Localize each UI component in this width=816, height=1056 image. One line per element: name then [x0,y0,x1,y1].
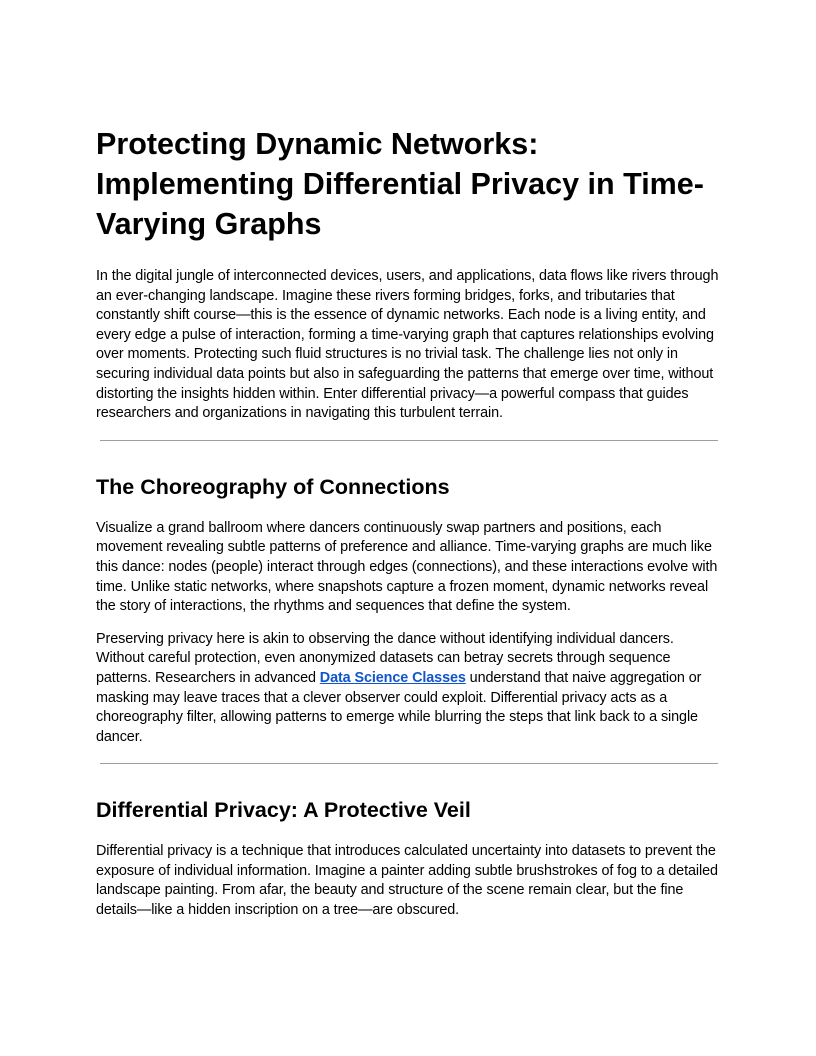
choreography-paragraph-2 [96,630,722,748]
paragraph-text-after-link: understand that naive aggregation or masking may leave traces that a clever observer could exploit. Differential privacy acts as a choreography filter, allowing patterns to emerge while blurring the steps that link back to a single dancer. [96,669,702,745]
section-heading-choreography: The Choreography of Connections [96,474,450,499]
differential-privacy-paragraph-1: Differential privacy is a technique that introduces calculated uncertainty into datasets to prevent the exposure of individual information. Imagine a painter adding subtle brushstrokes of fog to a detailed landscape painting. From afar, the beauty and structure of the scene remain clear, but the fine details—like a hidden inscription on a tree—are obscured. [96,843,718,919]
paragraph-text-before-link: Preserving privacy here is akin to observing the dance without identifying individual dancers. Without careful protection, even anonymized datasets can betray secrets through sequence patterns. Researchers in advanced [96,630,674,686]
section-divider [100,763,718,764]
section-heading-differential-privacy: Differential Privacy: A Protective Veil [96,798,471,823]
data-science-classes-link[interactable]: Data Science Classes [319,669,466,686]
choreography-paragraph-1: Visualize a grand ballroom where dancers continuously swap partners and positions, each movement revealing subtle patterns of preference and alliance. Time-varying graphs are much like this dance: nodes (people) interact through edges (connections), and these interactions evolve with time. Unlike static networks, where snapshots capture a frozen moment, dynamic networks reveal the story of interactions, the rhythms and sequences that define the system. [96,519,718,615]
section-divider [100,440,718,441]
page-title: Protecting Dynamic Networks: Implementing Differential Privacy in Time-Varying Graphs [96,127,704,241]
intro-paragraph: In the digital jungle of interconnected devices, users, and applications, data flows like rivers through an ever-changing landscape. Imagine these rivers forming bridges, forks, and tributaries that constantly shift course—this is the essence of dynamic networks. Each node is a living entity, and every edge a pulse of interaction, forming a time-varying graph that captures relationships evolving over moments. Protecting such fluid structures is no trivial task. The challenge lies not only in securing individual data points but also in safeguarding the patterns that emerge over time, without distorting the insights hidden within. Enter differential privacy—a powerful compass that guides researchers and organizations in navigating this turbulent terrain. [96,268,719,422]
document-page [96,124,722,934]
